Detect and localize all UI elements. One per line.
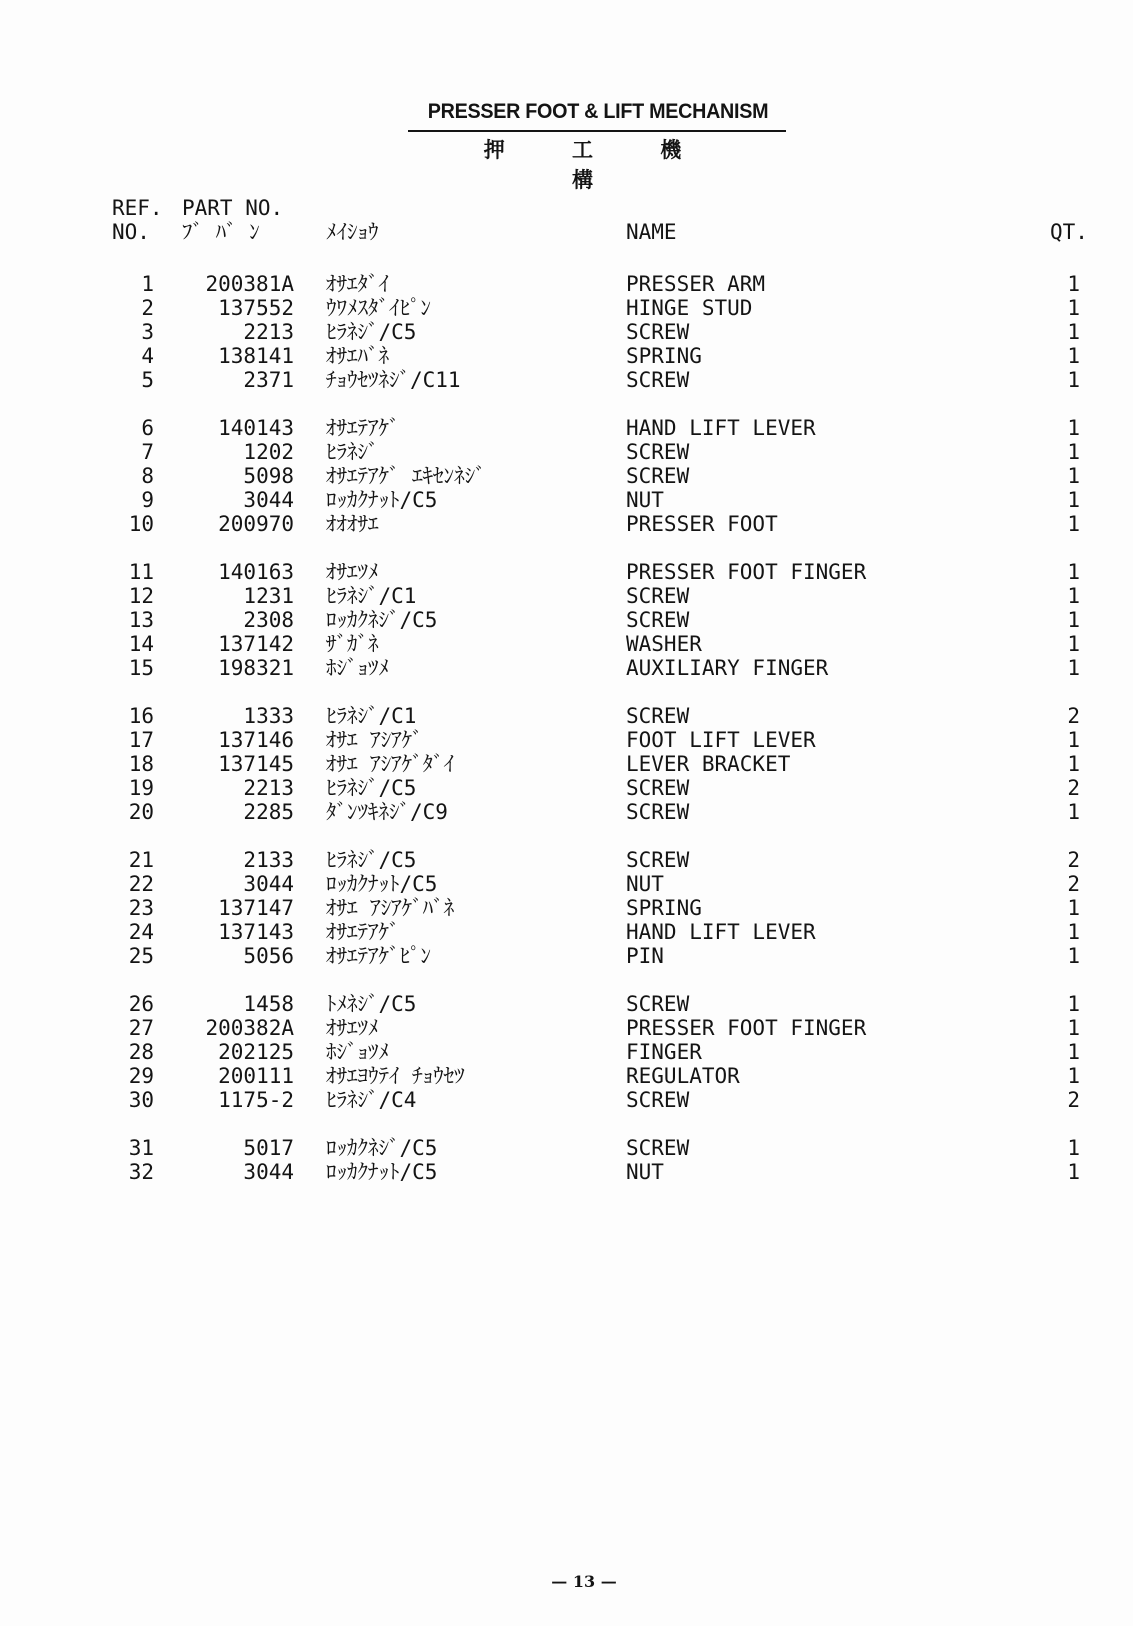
japanese-name: ﾋﾗﾈｼﾞ/C5	[326, 320, 417, 344]
quantity: 2	[1067, 1088, 1080, 1112]
ref-number: 18	[128, 752, 154, 776]
ref-number: 20	[128, 800, 154, 824]
table-row	[0, 944, 1133, 968]
part-name: PRESSER FOOT FINGER	[626, 1016, 867, 1040]
part-name: SCREW	[626, 992, 690, 1016]
quantity: 1	[1067, 728, 1080, 752]
ref-number: 16	[128, 704, 154, 728]
japanese-name: ﾛｯｶｸﾈｼﾞ/C5	[326, 608, 438, 632]
part-number: 137145	[218, 752, 294, 776]
part-name: PRESSER ARM	[626, 272, 766, 296]
table-row	[0, 512, 1133, 536]
ref-number: 32	[128, 1160, 154, 1184]
ref-number: 23	[128, 896, 154, 920]
japanese-name: ﾋﾗﾈｼﾞ/C1	[326, 584, 417, 608]
ref-number: 28	[128, 1040, 154, 1064]
table-row	[0, 368, 1133, 392]
part-number: 198321	[218, 656, 294, 680]
part-number: 137143	[218, 920, 294, 944]
part-number: 5056	[243, 944, 294, 968]
quantity: 1	[1067, 632, 1080, 656]
ref-number: 7	[141, 440, 154, 464]
table-row	[0, 632, 1133, 656]
ref-number: 29	[128, 1064, 154, 1088]
quantity: 2	[1067, 776, 1080, 800]
part-number: 5017	[243, 1136, 294, 1160]
part-name: SCREW	[626, 608, 690, 632]
ref-number: 30	[128, 1088, 154, 1112]
header-part-line2: ﾌﾞ ﾊﾞ ﾝ	[182, 220, 260, 244]
japanese-name: ﾋﾗﾈｼﾞ/C5	[326, 848, 417, 872]
part-name: SCREW	[626, 848, 690, 872]
japanese-name: ﾛｯｶｸﾅｯﾄ/C5	[326, 872, 438, 896]
part-number: 3044	[243, 488, 294, 512]
header-ref-line2: NO.	[112, 220, 150, 244]
quantity: 1	[1067, 560, 1080, 584]
parts-table	[0, 272, 1133, 1208]
quantity: 1	[1067, 800, 1080, 824]
part-name: NUT	[626, 872, 664, 896]
quantity: 1	[1067, 512, 1080, 536]
table-row	[0, 728, 1133, 752]
page-title: PRESSER FOOT & LIFT MECHANISM	[427, 100, 769, 123]
ref-number: 12	[128, 584, 154, 608]
ref-number: 13	[128, 608, 154, 632]
japanese-name: ｵｻｴﾀﾞｲ	[326, 272, 389, 296]
ref-number: 24	[128, 920, 154, 944]
ref-number: 26	[128, 992, 154, 1016]
table-row	[0, 752, 1133, 776]
part-number: 137142	[218, 632, 294, 656]
table-row	[0, 464, 1133, 488]
part-name: SCREW	[626, 440, 690, 464]
parts-group	[0, 272, 1133, 392]
quantity: 1	[1067, 896, 1080, 920]
header-name: NAME	[626, 220, 677, 244]
table-row	[0, 608, 1133, 632]
part-name: SCREW	[626, 320, 690, 344]
part-number: 1175-2	[218, 1088, 294, 1112]
page-number: — 13 —	[551, 1572, 617, 1591]
table-row	[0, 320, 1133, 344]
part-name: FINGER	[626, 1040, 702, 1064]
part-number: 1231	[243, 584, 294, 608]
part-name: LEVER BRACKET	[626, 752, 791, 776]
part-number: 140163	[218, 560, 294, 584]
table-row	[0, 896, 1133, 920]
part-number: 2213	[243, 320, 294, 344]
part-number: 2133	[243, 848, 294, 872]
header-quantity: QT.	[1050, 220, 1088, 244]
japanese-name: ｵｵｵｻｴ	[326, 512, 379, 536]
quantity: 1	[1067, 320, 1080, 344]
japanese-name: ﾁｮｳｾﾂﾈｼﾞ/C11	[326, 368, 461, 392]
table-row	[0, 656, 1133, 680]
table-row	[0, 776, 1133, 800]
quantity: 2	[1067, 704, 1080, 728]
japanese-name: ｵｻｴ ｱｼｱｹﾞﾀﾞｲ	[326, 752, 455, 776]
part-number: 200381A	[205, 272, 294, 296]
part-name: HAND LIFT LEVER	[626, 416, 816, 440]
japanese-name: ｵｻｴﾊﾞﾈ	[326, 344, 389, 368]
part-name: SCREW	[626, 1136, 690, 1160]
page-subtitle-japanese: 押 工 機 構	[483, 138, 712, 192]
table-row	[0, 440, 1133, 464]
table-row	[0, 296, 1133, 320]
japanese-name: ｳﾜﾒｽﾀﾞｲﾋﾟﾝ	[326, 296, 431, 320]
japanese-name: ｵｻｴﾃｱｹﾞ	[326, 920, 400, 944]
japanese-name: ﾋﾗﾈｼﾞ/C1	[326, 704, 417, 728]
part-name: SPRING	[626, 344, 702, 368]
ref-number: 21	[128, 848, 154, 872]
japanese-name: ｵｻｴﾖｳﾃｲ ﾁｮｳｾﾂ	[326, 1064, 465, 1088]
japanese-name: ｵｻｴ ｱｼｱｹﾞﾊﾞﾈ	[326, 896, 455, 920]
ref-number: 5	[141, 368, 154, 392]
quantity: 1	[1067, 1064, 1080, 1088]
part-number: 5098	[243, 464, 294, 488]
part-number: 1458	[243, 992, 294, 1016]
japanese-name: ｵｻｴﾃｱｹﾞﾋﾟﾝ	[326, 944, 431, 968]
japanese-name: ｵｻｴﾃｱｹﾞ	[326, 416, 400, 440]
quantity: 1	[1067, 1160, 1080, 1184]
quantity: 1	[1067, 464, 1080, 488]
quantity: 1	[1067, 608, 1080, 632]
part-name: SCREW	[626, 776, 690, 800]
part-name: SPRING	[626, 896, 702, 920]
table-row	[0, 488, 1133, 512]
quantity: 1	[1067, 368, 1080, 392]
table-row	[0, 560, 1133, 584]
part-name: HAND LIFT LEVER	[626, 920, 816, 944]
japanese-name: ｵｻｴ ｱｼｱｹﾞ	[326, 728, 423, 752]
table-row	[0, 992, 1133, 1016]
ref-number: 2	[141, 296, 154, 320]
table-row	[0, 848, 1133, 872]
table-row	[0, 1088, 1133, 1112]
part-number: 137147	[218, 896, 294, 920]
table-row	[0, 584, 1133, 608]
part-name: SCREW	[626, 704, 690, 728]
quantity: 2	[1067, 848, 1080, 872]
ref-number: 11	[128, 560, 154, 584]
table-row	[0, 1160, 1133, 1184]
ref-number: 17	[128, 728, 154, 752]
quantity: 1	[1067, 656, 1080, 680]
japanese-name: ｵｻｴﾂﾒ	[326, 1016, 379, 1040]
japanese-name: ﾋﾗﾈｼﾞ	[326, 440, 379, 464]
part-number: 200970	[218, 512, 294, 536]
quantity: 1	[1067, 272, 1080, 296]
part-number: 3044	[243, 872, 294, 896]
part-name: REGULATOR	[626, 1064, 740, 1088]
japanese-name: ｵｻｴﾂﾒ	[326, 560, 379, 584]
part-number: 1333	[243, 704, 294, 728]
header-ref-line1: REF.	[112, 196, 163, 220]
quantity: 1	[1067, 1040, 1080, 1064]
quantity: 1	[1067, 488, 1080, 512]
quantity: 1	[1067, 584, 1080, 608]
quantity: 1	[1067, 920, 1080, 944]
quantity: 1	[1067, 992, 1080, 1016]
header-kana-name: ﾒｲｼｮｳ	[326, 220, 379, 244]
japanese-name: ﾀﾞﾝﾂｷﾈｼﾞ/C9	[326, 800, 448, 824]
japanese-name: ﾄﾒﾈｼﾞ/C5	[326, 992, 417, 1016]
part-number: 200111	[218, 1064, 294, 1088]
part-name: SCREW	[626, 800, 690, 824]
part-number: 1202	[243, 440, 294, 464]
japanese-name: ﾛｯｶｸﾅｯﾄ/C5	[326, 488, 438, 512]
ref-number: 14	[128, 632, 154, 656]
japanese-name: ﾛｯｶｸﾈｼﾞ/C5	[326, 1136, 438, 1160]
ref-number: 25	[128, 944, 154, 968]
quantity: 1	[1067, 1136, 1080, 1160]
ref-number: 6	[141, 416, 154, 440]
part-name: SCREW	[626, 584, 690, 608]
parts-group	[0, 848, 1133, 968]
part-number: 2285	[243, 800, 294, 824]
part-name: SCREW	[626, 464, 690, 488]
ref-number: 1	[141, 272, 154, 296]
japanese-name: ｻﾞｶﾞﾈ	[326, 632, 379, 656]
quantity: 2	[1067, 872, 1080, 896]
japanese-name: ﾎｼﾞｮﾂﾒ	[326, 1040, 389, 1064]
table-row	[0, 416, 1133, 440]
ref-number: 31	[128, 1136, 154, 1160]
part-number: 140143	[218, 416, 294, 440]
quantity: 1	[1067, 1016, 1080, 1040]
japanese-name: ﾎｼﾞｮﾂﾒ	[326, 656, 389, 680]
quantity: 1	[1067, 440, 1080, 464]
table-row	[0, 872, 1133, 896]
part-name: NUT	[626, 488, 664, 512]
japanese-name: ﾛｯｶｸﾅｯﾄ/C5	[326, 1160, 438, 1184]
table-row	[0, 920, 1133, 944]
part-name: PRESSER FOOT	[626, 512, 778, 536]
parts-group	[0, 560, 1133, 680]
table-row	[0, 1136, 1133, 1160]
parts-group	[0, 704, 1133, 824]
table-row	[0, 1064, 1133, 1088]
table-row	[0, 704, 1133, 728]
part-number: 138141	[218, 344, 294, 368]
parts-group	[0, 992, 1133, 1112]
ref-number: 10	[128, 512, 154, 536]
part-name: NUT	[626, 1160, 664, 1184]
quantity: 1	[1067, 416, 1080, 440]
quantity: 1	[1067, 944, 1080, 968]
part-number: 200382A	[205, 1016, 294, 1040]
part-name: PIN	[626, 944, 664, 968]
part-name: SCREW	[626, 1088, 690, 1112]
parts-group	[0, 1136, 1133, 1184]
table-row	[0, 800, 1133, 824]
quantity: 1	[1067, 296, 1080, 320]
ref-number: 19	[128, 776, 154, 800]
part-number: 137552	[218, 296, 294, 320]
part-number: 3044	[243, 1160, 294, 1184]
quantity: 1	[1067, 344, 1080, 368]
part-name: HINGE STUD	[626, 296, 753, 320]
table-row	[0, 1016, 1133, 1040]
part-number: 202125	[218, 1040, 294, 1064]
title-underline	[408, 130, 786, 132]
japanese-name: ﾋﾗﾈｼﾞ/C4	[326, 1088, 417, 1112]
part-name: PRESSER FOOT FINGER	[626, 560, 867, 584]
part-name: AUXILIARY FINGER	[626, 656, 829, 680]
parts-group	[0, 416, 1133, 536]
ref-number: 3	[141, 320, 154, 344]
ref-number: 15	[128, 656, 154, 680]
part-number: 2371	[243, 368, 294, 392]
part-name: SCREW	[626, 368, 690, 392]
ref-number: 4	[141, 344, 154, 368]
japanese-name: ﾋﾗﾈｼﾞ/C5	[326, 776, 417, 800]
ref-number: 8	[141, 464, 154, 488]
part-number: 2308	[243, 608, 294, 632]
part-number: 137146	[218, 728, 294, 752]
header-part-line1: PART NO.	[182, 196, 284, 220]
table-row	[0, 272, 1133, 296]
quantity: 1	[1067, 752, 1080, 776]
table-row	[0, 344, 1133, 368]
part-name: FOOT LIFT LEVER	[626, 728, 816, 752]
ref-number: 9	[141, 488, 154, 512]
japanese-name: ｵｻｴﾃｱｹﾞ ｴｷｾﾝﾈｼﾞ	[326, 464, 486, 488]
part-number: 2213	[243, 776, 294, 800]
part-name: WASHER	[626, 632, 702, 656]
ref-number: 27	[128, 1016, 154, 1040]
ref-number: 22	[128, 872, 154, 896]
table-row	[0, 1040, 1133, 1064]
